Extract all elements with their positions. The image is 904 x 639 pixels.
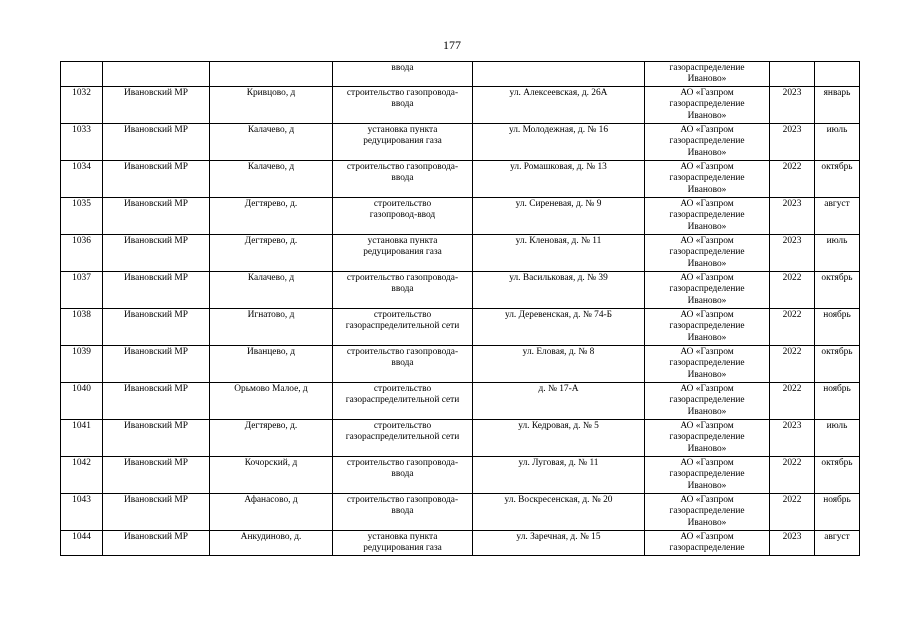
cell-settlement [210,62,333,87]
cell-organization-line: Иваново» [687,517,727,528]
cell-organization-line: газораспределение [669,210,745,221]
cell-work [333,419,473,456]
cell-work-line: газораспределительной сети [345,432,460,443]
cell-district: Ивановский МР [103,456,210,493]
cell-settlement: Дегтярево, д. [210,197,333,234]
cell-year: 2022 [770,382,815,419]
cell-number: 1039 [61,345,103,382]
cell-settlement: Кривцово, д [210,86,333,123]
cell-year: 2023 [770,123,815,160]
cell-work-line: строительство газопровода- [346,87,459,98]
cell-month: ноябрь [815,382,860,419]
cell-organization-line: газораспределение [669,321,745,332]
cell-organization-line: газораспределение [669,432,745,443]
cell-organization-line: Иваново» [687,369,727,380]
cell-work-line: строительство газопровода- [346,457,459,468]
cell-organization-line: АО «Газпром [680,87,734,98]
cell-number: 1035 [61,197,103,234]
cell-organization-line: газораспределение [669,284,745,295]
cell-month: октябрь [815,160,860,197]
cell-work-line: строительство газопровода- [346,272,459,283]
cell-organization [645,160,770,197]
cell-organization-line: АО «Газпром [680,346,734,357]
cell-number: 1041 [61,419,103,456]
cell-work-line: ввода [391,63,414,73]
cell-work-line: газопровод-ввод [369,210,436,221]
cell-work [333,197,473,234]
cell-settlement: Кочорский, д [210,456,333,493]
table-row [61,123,860,160]
cell-organization-line: АО «Газпром [680,457,734,468]
cell-organization-line: газораспределение [669,469,745,480]
cell-organization [645,530,770,555]
cell-work [333,86,473,123]
cell-work-line: редуцирования газа [363,247,442,258]
cell-year: 2022 [770,345,815,382]
cell-year: 2022 [770,493,815,530]
table-row [61,86,860,123]
cell-year: 2023 [770,86,815,123]
cell-organization-line: газораспределение [669,395,745,406]
cell-number [61,62,103,87]
cell-month: июль [815,419,860,456]
table-row [61,345,860,382]
cell-number: 1038 [61,308,103,345]
cell-year: 2022 [770,456,815,493]
cell-address: ул. Сиреневая, д. № 9 [473,197,645,234]
cell-organization-line: АО «Газпром [680,235,734,246]
cell-month: август [815,197,860,234]
cell-number: 1037 [61,271,103,308]
cell-work [333,530,473,555]
cell-work [333,382,473,419]
cell-number: 1036 [61,234,103,271]
cell-number: 1034 [61,160,103,197]
cell-settlement: Афанасово, д [210,493,333,530]
cell-district: Ивановский МР [103,86,210,123]
cell-settlement: Дегтярево, д. [210,234,333,271]
cell-district: Ивановский МР [103,308,210,345]
cell-organization [645,456,770,493]
cell-work-line: ввода [391,358,414,369]
cell-district: Ивановский МР [103,382,210,419]
cell-work-line: установка пункта [367,531,438,542]
cell-organization-line: Иваново» [687,147,727,158]
table-row [61,160,860,197]
cell-district [103,62,210,87]
cell-address: ул. Алексеевская, д. 26А [473,86,645,123]
cell-organization-line: АО «Газпром [680,420,734,431]
cell-month: январь [815,86,860,123]
cell-organization [645,123,770,160]
cell-work-line: строительство [373,198,432,209]
table-row [61,419,860,456]
cell-year: 2023 [770,419,815,456]
cell-settlement: Игнатово, д [210,308,333,345]
cell-work [333,271,473,308]
cell-settlement: Калачево, д [210,160,333,197]
cell-organization [645,345,770,382]
cell-organization-line: Иваново» [687,221,727,232]
cell-organization-line: АО «Газпром [680,272,734,283]
cell-year: 2022 [770,160,815,197]
cell-organization [645,382,770,419]
cell-organization-line: АО «Газпром [680,198,734,209]
cell-settlement: Калачево, д [210,123,333,160]
cell-district: Ивановский МР [103,197,210,234]
table-row [61,234,860,271]
table-row [61,493,860,530]
page-number: 177 [443,38,461,52]
table-body [61,62,860,556]
cell-work-line: редуцирования газа [363,136,442,147]
cell-district: Ивановский МР [103,419,210,456]
cell-work-line: строительство газопровода- [346,494,459,505]
cell-month: октябрь [815,456,860,493]
cell-organization-line: газораспределение [669,247,745,258]
cell-work [333,123,473,160]
cell-organization-line: Иваново» [687,110,727,121]
cell-organization-line: Иваново» [687,406,727,417]
cell-work-line: газораспределительной сети [345,395,460,406]
cell-work-line: ввода [391,99,414,110]
cell-settlement: Дегтярево, д. [210,419,333,456]
cell-month: ноябрь [815,308,860,345]
cell-organization-line: газораспределение [669,99,745,110]
cell-work [333,62,473,87]
cell-month: июль [815,123,860,160]
cell-organization-line: АО «Газпром [680,494,734,505]
cell-work-line: ввода [391,284,414,295]
cell-settlement: Орьмово Малое, д [210,382,333,419]
cell-work-line: газораспределительной сети [345,321,460,332]
cell-work-line: ввода [391,173,414,184]
cell-organization-line: Иваново» [687,295,727,306]
cell-address [473,62,645,87]
cell-work-line: строительство газопровода- [346,346,459,357]
cell-year [770,62,815,87]
cell-organization [645,419,770,456]
cell-organization-line: Иваново» [687,443,727,454]
cell-district: Ивановский МР [103,123,210,160]
table-row [61,197,860,234]
cell-year: 2022 [770,271,815,308]
cell-settlement: Анкудиново, д. [210,530,333,555]
cell-settlement: Калачево, д [210,271,333,308]
cell-address: ул. Деревенская, д. № 74-Б [473,308,645,345]
cell-organization [645,234,770,271]
cell-work-line: ввода [391,469,414,480]
cell-organization-line: АО «Газпром [680,531,734,542]
cell-organization-line: газораспределение [669,506,745,517]
cell-address: ул. Воскресенская, д. № 20 [473,493,645,530]
cell-district: Ивановский МР [103,271,210,308]
cell-year: 2023 [770,234,815,271]
cell-organization-line: Иваново» [687,258,727,269]
cell-work [333,493,473,530]
cell-month: октябрь [815,345,860,382]
cell-month: август [815,530,860,555]
cell-work [333,234,473,271]
cell-number: 1044 [61,530,103,555]
cell-organization-line: АО «Газпром [680,383,734,394]
cell-address: ул. Молодежная, д. № 16 [473,123,645,160]
table-row [61,308,860,345]
table-row [61,382,860,419]
cell-year: 2022 [770,308,815,345]
cell-district: Ивановский МР [103,493,210,530]
cell-number: 1040 [61,382,103,419]
cell-organization [645,493,770,530]
cell-organization-line: газораспределение [669,136,745,147]
cell-address: ул. Луговая, д. № 11 [473,456,645,493]
cell-address: ул. Ромашковая, д. № 13 [473,160,645,197]
cell-work-line: строительство [373,309,432,320]
cell-number: 1033 [61,123,103,160]
cell-organization-line: Иваново» [687,74,727,85]
cell-district: Ивановский МР [103,530,210,555]
cell-address: ул. Кленовая, д. № 11 [473,234,645,271]
cell-settlement: Иванцево, д [210,345,333,382]
cell-organization-line: Иваново» [687,332,727,343]
cell-organization [645,86,770,123]
cell-district: Ивановский МР [103,234,210,271]
cell-address: ул. Еловая, д. № 8 [473,345,645,382]
cell-organization [645,308,770,345]
cell-month: ноябрь [815,493,860,530]
cell-work-line: установка пункта [367,124,438,135]
cell-address: ул. Васильковая, д. № 39 [473,271,645,308]
cell-work-line: установка пункта [367,235,438,246]
cell-organization [645,197,770,234]
cell-month [815,62,860,87]
cell-organization-line: газораспределение [669,173,745,184]
cell-work-line: ввода [391,506,414,517]
table-row-continuation [61,62,860,87]
cell-work-line: редуцирования газа [363,543,442,554]
cell-number: 1032 [61,86,103,123]
gas-works-table [60,61,860,556]
cell-organization [645,62,770,87]
cell-address: ул. Кедровая, д. № 5 [473,419,645,456]
cell-address: д. № 17-А [473,382,645,419]
cell-organization-line: Иваново» [687,480,727,491]
cell-district: Ивановский МР [103,345,210,382]
cell-month: июль [815,234,860,271]
cell-organization-line: АО «Газпром [680,309,734,320]
cell-year: 2023 [770,530,815,555]
cell-organization-line: Иваново» [687,184,727,195]
cell-number: 1042 [61,456,103,493]
cell-work [333,308,473,345]
cell-address: ул. Заречная, д. № 15 [473,530,645,555]
table-row [61,456,860,493]
cell-organization-line: АО «Газпром [680,124,734,135]
cell-year: 2023 [770,197,815,234]
cell-organization-line: газораспределение [669,543,745,554]
cell-organization-line: АО «Газпром [680,161,734,172]
cell-district: Ивановский МР [103,160,210,197]
cell-work-line: строительство газопровода- [346,161,459,172]
table-row [61,530,860,555]
cell-organization [645,271,770,308]
cell-organization-line: газораспределение [669,63,745,73]
table-row [61,271,860,308]
cell-work-line: строительство [373,383,432,394]
cell-work [333,345,473,382]
cell-number: 1043 [61,493,103,530]
cell-work [333,456,473,493]
cell-month: октябрь [815,271,860,308]
cell-work [333,160,473,197]
cell-work-line: строительство [373,420,432,431]
cell-organization-line: газораспределение [669,358,745,369]
